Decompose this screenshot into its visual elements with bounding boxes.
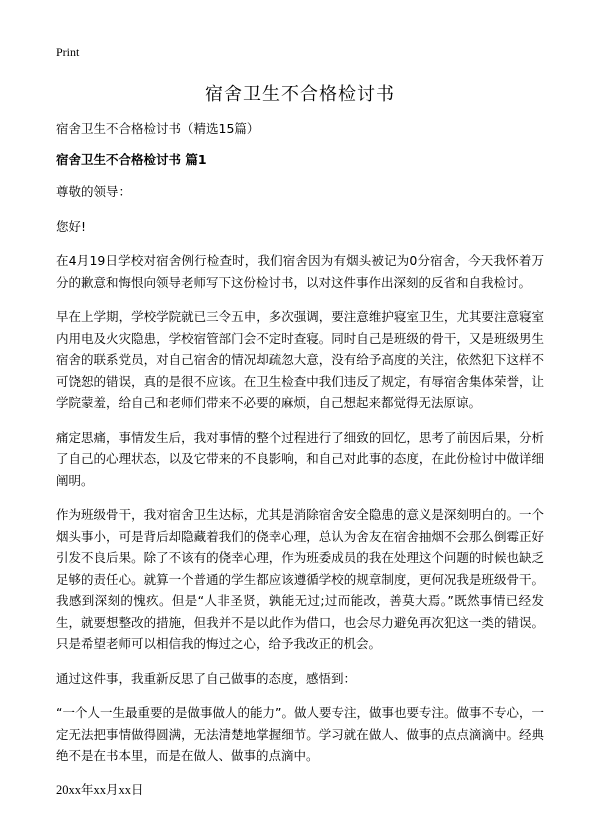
paragraph-1: 在4月19日学校对宿舍例行检查时，我们宿舍因为有烟头被记为0分宿舍，今天我怀着万分的歉意和悔恨向领导老师写下这份检讨书，以对这件事作出深刻的反省和自我检讨。 <box>56 253 544 290</box>
print-link[interactable]: Print <box>56 45 80 59</box>
salutation: 尊敬的领导： <box>56 184 132 199</box>
document-subtitle: 宿舍卫生不合格检讨书（精选15篇） <box>56 121 260 136</box>
paragraph-6: “一个人一生最重要的是做事做人的能力”。做人要专注，做事也要专注。做事不专心，一定无法把事情做得圆满，无法清楚地掌握细节。学习就在做人、做事的点点滴滴中。经典绝不是在书本里，而是在做人、做事的点滴中。 <box>56 705 544 763</box>
paragraph-5: 通过这件事，我重新反思了自己做事的态度，感悟到： <box>56 670 357 686</box>
page-title: 宿舍卫生不合格检讨书 <box>205 84 395 105</box>
section-heading: 宿舍卫生不合格检讨书 篇1 <box>56 152 207 167</box>
paragraph-4: 作为班级骨干，我对宿舍卫生达标，尤其是消除宿舍安全隐患的意义是深刻明白的。一个烟头事小，可是背后却隐藏着我们的侥幸心理，总认为舍友在宿舍抽烟不会那么倒霉正好引发不良后果。除了不该有的侥幸心理，作为班委成员的我在处理这个问题的时候也缺乏足够的责任心。就算一个普通的学生都应该遵循学校的规章制度，更何况我是班级骨干。我感到深刻的愧疚。但是“人非圣贤，孰能无过;过而能改，善莫大焉。”既然事情已经发生，就要想整改的措施，但我并不是以此作为借口，也会尽力避免再次犯这一类的错误。只是希望老师可以相信我的悔过之心，给予我改正的机会。 <box>56 507 544 651</box>
date-line: 20xx年xx月xx日 <box>56 782 144 797</box>
greeting: 您好! <box>56 218 87 234</box>
document-body <box>56 119 544 798</box>
paragraph-3: 痛定思痛，事情发生后，我对事情的整个过程进行了细致的回忆，思考了前因后果，分析了自己的心理状态，以及它带来的不良影响，和自己对此事的态度，在此份检讨中做详细阐明。 <box>56 429 544 488</box>
paragraph-2: 早在上学期，学校学院就已三令五申，多次强调，要注意维护寝室卫生，尤其要注意寝室内用电及火灾隐患，学校宿管部门会不定时查寝。同时自己是班级的骨干，又是班级男生宿舍的联系党员，对自己宿舍的情况却疏忽大意，没有给予高度的关注，依然犯下这样不可饶恕的错误，真的是很不应该。在卫生检查中我们违反了规定，有辱宿舍集体荣誉，让学院蒙羞，给自己和老师们带来不必要的麻烦，自己想起来都觉得无法原谅。 <box>56 309 544 410</box>
